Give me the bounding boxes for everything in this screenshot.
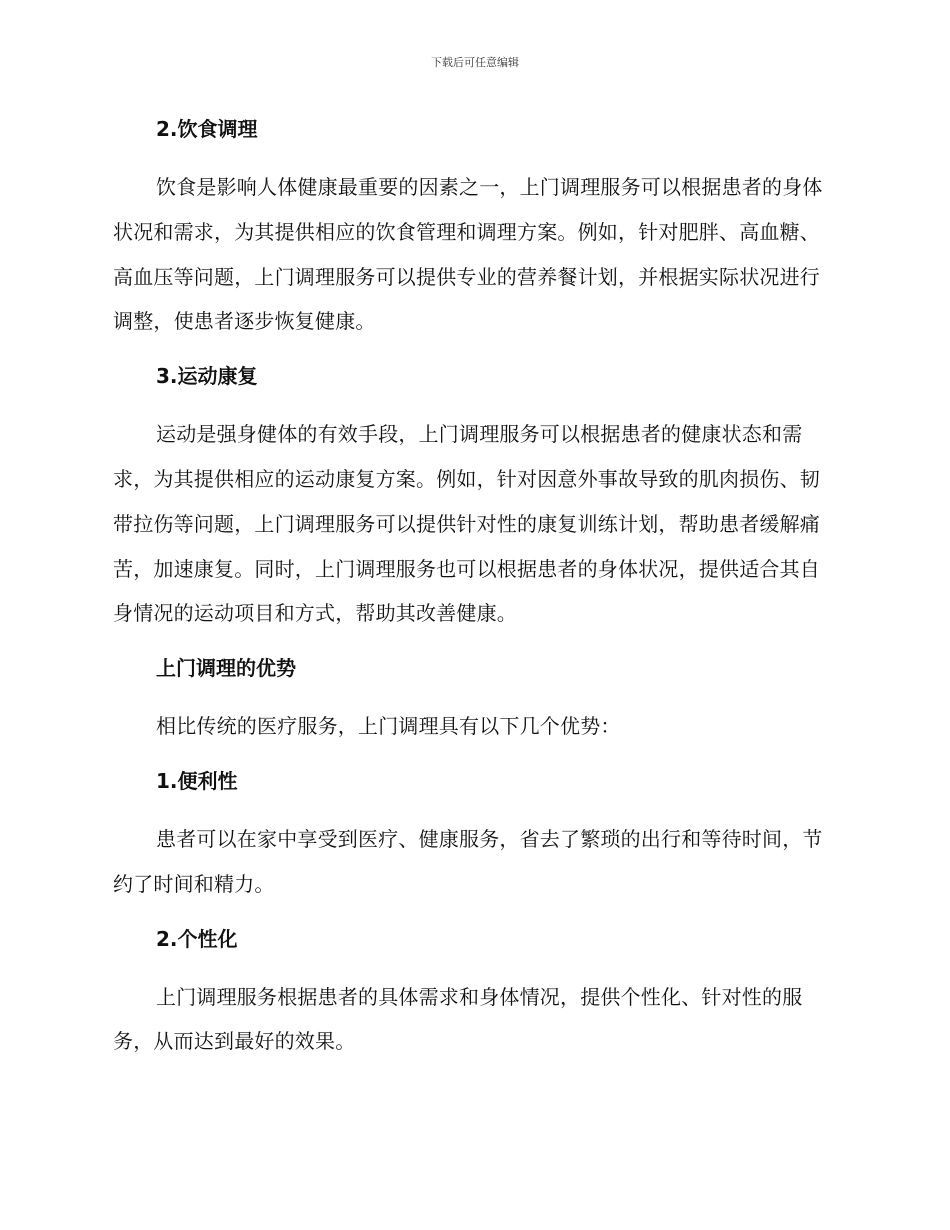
section-paragraph-personalization: 上门调理服务根据患者的具体需求和身体情况，提供个性化、针对性的服务，从而达到最好的效果。 — [113, 984, 803, 1054]
document-body — [113, 113, 831, 1064]
section-heading-advantages: 上门调理的优势 — [156, 656, 296, 681]
section-heading-personalization: 2.个性化 — [156, 926, 238, 951]
section-heading-convenience: 1.便利性 — [156, 768, 238, 793]
section-paragraph-exercise: 运动是强身健体的有效手段，上门调理服务可以根据患者的健康状态和需求，为其提供相应的运动康复方案。例如，针对因意外事故导致的肌肉损伤、韧带拉伤等问题，上门调理服务可以提供针对性的康复训练计划，帮助患者缓解痛苦，加速康复。同时，上门调理服务也可以根据患者的身体状况，提供适合其自身情况的运动项目和方式，帮助其改善健康。 — [113, 422, 820, 626]
page-header: 下载后可任意编辑 — [431, 56, 519, 69]
section-paragraph-diet: 饮食是影响人体健康最重要的因素之一，上门调理服务可以根据患者的身体状况和需求，为其提供相应的饮食管理和调理方案。例如，针对肥胖、高血糖、高血压等问题，上门调理服务可以提供专业的营养餐计划，并根据实际状况进行调整，使患者逐步恢复健康。 — [113, 175, 823, 334]
section-heading-diet: 2.饮食调理 — [156, 117, 258, 141]
section-heading-exercise: 3.运动康复 — [156, 364, 258, 389]
section-paragraph-advantages: 相比传统的医疗服务，上门调理具有以下几个优势： — [156, 714, 621, 739]
section-paragraph-convenience: 患者可以在家中享受到医疗、健康服务，省去了繁琐的出行和等待时间，节约了时间和精力。 — [113, 826, 823, 896]
